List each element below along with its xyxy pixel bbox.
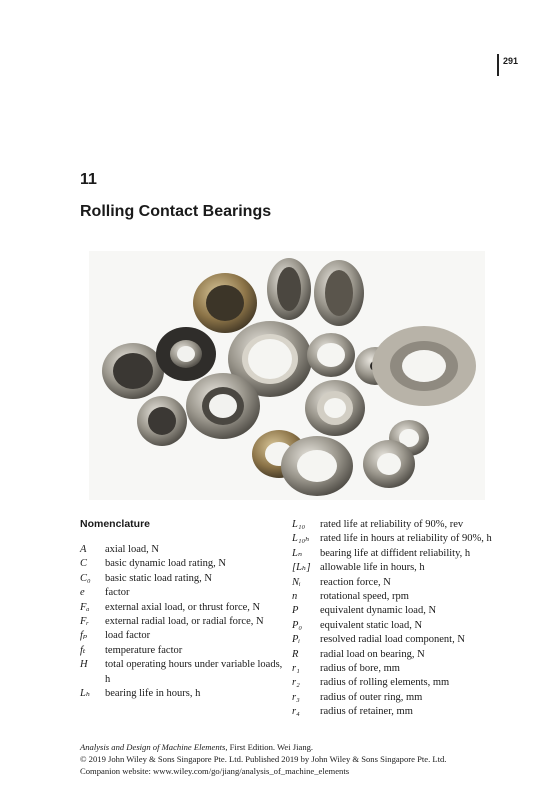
symbol: A — [80, 544, 87, 555]
symbol: C — [80, 558, 88, 570]
symbol: Fᵣ — [80, 616, 89, 628]
page-number: 291 — [503, 56, 519, 66]
symbol-row — [292, 518, 492, 532]
citation-line — [80, 742, 500, 754]
symbol-row — [292, 590, 492, 604]
symbol-description: basic dynamic load rating, N — [105, 558, 227, 570]
symbol: fₜ — [80, 644, 86, 656]
copyright-line: © 2019 John Wiley & Sons Singapore Pte. Ltd. Published 2019 by John Wiley & Sons Singapore Pte. Ltd. — [80, 753, 447, 764]
symbol: r₁ — [292, 663, 300, 675]
symbol-row — [292, 547, 492, 561]
symbol-row — [80, 615, 285, 629]
chapter-title: Rolling Contact Bearings — [80, 203, 272, 220]
symbol-row — [292, 561, 492, 575]
symbol: L₁₀ₕ — [292, 533, 310, 545]
symbol: r₃ — [292, 691, 300, 703]
symbol-description: radius of outer ring, mm — [320, 691, 423, 703]
symbol-description: allowable life in hours, h — [320, 562, 425, 574]
symbol-description: radius of bore, mm — [320, 663, 400, 675]
symbol-description: equivalent dynamic load, N — [320, 605, 437, 617]
symbol-row — [80, 543, 285, 557]
symbol: R — [292, 648, 299, 660]
right-symbol-list — [292, 518, 492, 720]
symbol-row — [80, 644, 285, 658]
symbol-row — [80, 586, 285, 600]
left-symbol-list — [80, 543, 285, 701]
symbol-row — [80, 658, 285, 687]
symbol-description: factor — [105, 587, 130, 599]
symbol-description: resolved radial load component, N — [320, 634, 465, 646]
symbol-row — [80, 557, 285, 571]
chapter-number: 11 — [80, 171, 97, 188]
symbol-description: basic static load rating, N — [105, 572, 213, 584]
symbol-description: external axial load, or thrust force, N — [105, 601, 261, 613]
symbol-description: load factor — [105, 630, 151, 642]
symbol-description: bearing life at diffident reliability, h — [320, 547, 471, 559]
nomenclature-heading: Nomenclature — [80, 518, 151, 530]
symbol: Lₙ — [292, 547, 303, 559]
symbol-description: rated life at reliability of 90%, rev — [320, 519, 464, 530]
symbol-description: bearing life in hours, h — [105, 688, 201, 700]
symbol-description: radial load on bearing, N — [320, 648, 425, 660]
bearings-photo — [89, 251, 485, 500]
symbol-description: radius of rolling elements, mm — [320, 677, 450, 689]
symbol: Fₐ — [80, 601, 90, 613]
symbol-description: temperature factor — [105, 644, 183, 656]
symbol-row — [292, 619, 492, 633]
symbol-row — [292, 648, 492, 662]
symbol-row — [80, 601, 285, 615]
symbol-row — [80, 687, 285, 701]
symbol: P₀ — [292, 619, 303, 631]
symbol-description: external radial load, or radial force, N — [105, 616, 264, 628]
symbol-description: rotational speed, rpm — [320, 591, 409, 603]
symbol-row — [80, 572, 285, 586]
symbol: C₀ — [80, 572, 91, 584]
symbol-row — [80, 629, 285, 643]
page-number-rule — [497, 54, 499, 76]
symbol: Nᵢ — [292, 576, 301, 588]
symbol: r₄ — [292, 706, 300, 718]
symbol: P — [292, 605, 299, 617]
symbol: fₚ — [80, 630, 88, 642]
copyright-footer — [80, 742, 500, 777]
symbol-description: axial load, N — [105, 544, 159, 555]
symbol-description: total operating hours under variable loads, h — [105, 659, 283, 685]
symbol: e — [80, 587, 85, 599]
symbol: r₂ — [292, 677, 300, 689]
symbol-description: equivalent static load, N — [320, 619, 423, 631]
symbol-row — [292, 662, 492, 676]
symbol-row — [292, 604, 492, 618]
symbol-row — [292, 705, 492, 719]
symbol-row — [292, 576, 492, 590]
symbol: L₁₀ — [292, 519, 306, 530]
book-title: Analysis and Design of Machine Elements — [80, 742, 226, 752]
edition-author: , First Edition. Wei Jiang. — [225, 742, 314, 752]
website-line: Companion website: www.wiley.com/go/jiang/analysis_of_machine_elements — [80, 765, 350, 776]
symbol: Lₕ — [80, 688, 91, 700]
symbol-row — [292, 691, 492, 705]
symbol-description: radius of retainer, mm — [320, 706, 413, 718]
symbol: [Lₕ] — [292, 562, 311, 574]
symbol-row — [292, 532, 492, 546]
symbol-row — [292, 676, 492, 690]
symbol: n — [292, 591, 298, 603]
symbol-row — [292, 633, 492, 647]
symbol-description: reaction force, N — [320, 576, 391, 588]
symbol: Pᵢ — [292, 634, 301, 646]
symbol-description: rated life in hours at reliability of 90%, h — [320, 533, 492, 545]
symbol: H — [80, 659, 88, 671]
